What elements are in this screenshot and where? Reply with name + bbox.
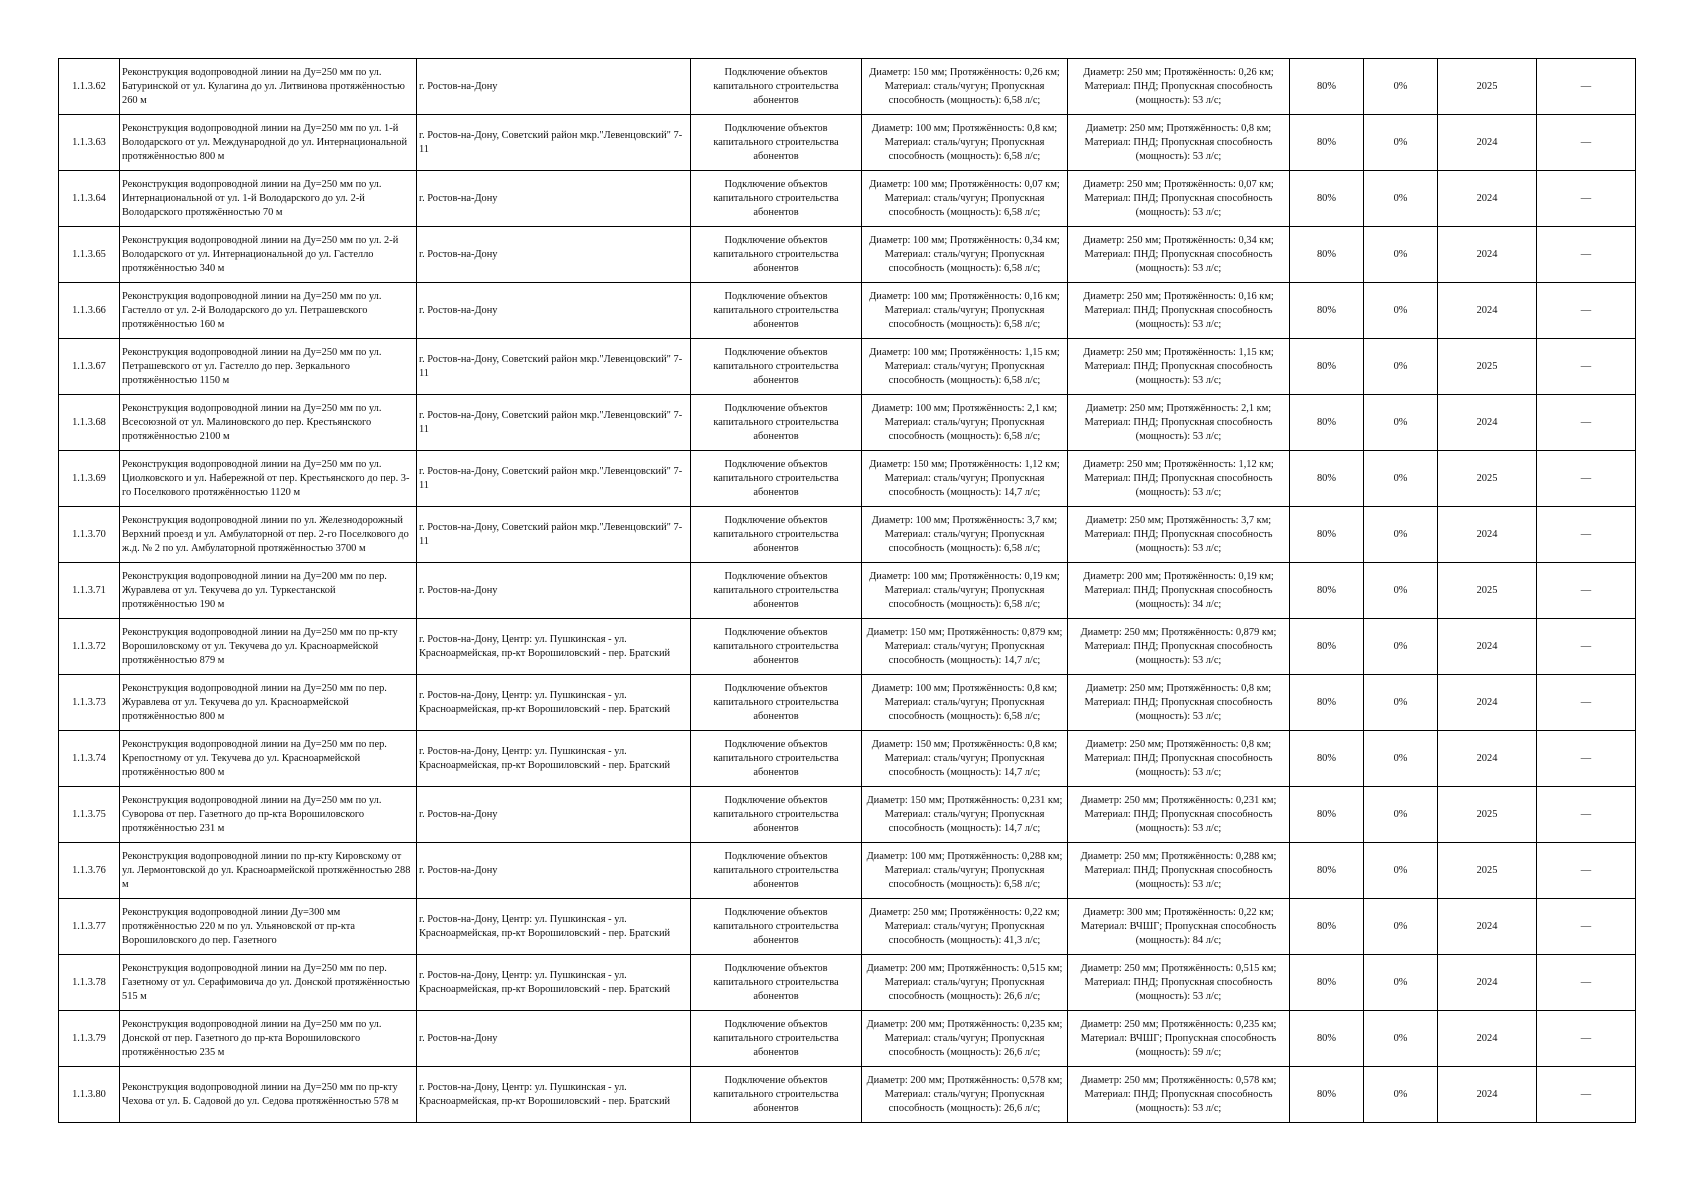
location-cell: г. Ростов-на-Дону, Советский район мкр."Левенцовский" 7-11 [417, 507, 691, 563]
wear-before-cell: 80% [1290, 619, 1364, 675]
purpose-cell: Подключение объектов капитального строительства абонентов [691, 619, 862, 675]
wear-before-cell: 80% [1290, 563, 1364, 619]
note-cell: — [1537, 955, 1636, 1011]
new-parameters-cell: Диаметр: 250 мм; Протяжённость: 1,12 км; Материал: ПНД; Пропускная способность (мощность): 53 л/с; [1068, 451, 1290, 507]
wear-before-cell: 80% [1290, 1011, 1364, 1067]
project-name-cell: Реконструкция водопроводной линии на Ду=250 мм по ул. 1-й Володарского от ул. Международной до ул. Интернациональной протяжённостью 800 м [120, 115, 417, 171]
completion-year-cell: 2024 [1438, 955, 1537, 1011]
completion-year-cell: 2024 [1438, 619, 1537, 675]
wear-after-cell: 0% [1364, 675, 1438, 731]
new-parameters-cell: Диаметр: 250 мм; Протяжённость: 0,26 км; Материал: ПНД; Пропускная способность (мощность): 53 л/с; [1068, 59, 1290, 115]
location-cell: г. Ростов-на-Дону, Центр: ул. Пушкинская - ул. Красноармейская, пр-кт Ворошиловский - пер. Братский [417, 675, 691, 731]
wear-after-cell: 0% [1364, 787, 1438, 843]
current-parameters-cell: Диаметр: 250 мм; Протяжённость: 0,22 км; Материал: сталь/чугун; Пропускная способность (мощность): 41,3 л/с; [862, 899, 1068, 955]
location-cell: г. Ростов-на-Дону, Советский район мкр."Левенцовский" 7-11 [417, 395, 691, 451]
location-cell: г. Ростов-на-Дону, Центр: ул. Пушкинская - ул. Красноармейская, пр-кт Ворошиловский - пер. Братский [417, 1067, 691, 1123]
current-parameters-cell: Диаметр: 100 мм; Протяжённость: 1,15 км; Материал: сталь/чугун; Пропускная способность (мощность): 6,58 л/с; [862, 339, 1068, 395]
wear-after-cell: 0% [1364, 395, 1438, 451]
wear-after-cell: 0% [1364, 451, 1438, 507]
purpose-cell: Подключение объектов капитального строительства абонентов [691, 1067, 862, 1123]
wear-after-cell: 0% [1364, 731, 1438, 787]
row-number-cell: 1.1.3.63 [59, 115, 120, 171]
current-parameters-cell: Диаметр: 100 мм; Протяжённость: 0,19 км; Материал: сталь/чугун; Пропускная способность (мощность): 6,58 л/с; [862, 563, 1068, 619]
table-row [59, 955, 1636, 1011]
purpose-cell: Подключение объектов капитального строительства абонентов [691, 843, 862, 899]
project-name-cell: Реконструкция водопроводной линии на Ду=250 мм по пер. Газетному от ул. Серафимовича до ул. Донской протяжённостью 515 м [120, 955, 417, 1011]
project-name-cell: Реконструкция водопроводной линии на Ду=250 мм по ул. Донской от пер. Газетного до пр-кта Ворошиловского протяжённостью 235 м [120, 1011, 417, 1067]
purpose-cell: Подключение объектов капитального строительства абонентов [691, 451, 862, 507]
row-number-cell: 1.1.3.73 [59, 675, 120, 731]
current-parameters-cell: Диаметр: 200 мм; Протяжённость: 0,515 км; Материал: сталь/чугун; Пропускная способность (мощность): 26,6 л/с; [862, 955, 1068, 1011]
project-name-cell: Реконструкция водопроводной линии на Ду=250 мм по ул. Батуринской от ул. Кулагина до ул. Литвинова протяжённостью 260 м [120, 59, 417, 115]
wear-after-cell: 0% [1364, 619, 1438, 675]
new-parameters-cell: Диаметр: 300 мм; Протяжённость: 0,22 км; Материал: ВЧШГ; Пропускная способность (мощность): 84 л/с; [1068, 899, 1290, 955]
current-parameters-cell: Диаметр: 150 мм; Протяжённость: 0,879 км; Материал: сталь/чугун; Пропускная способность (мощность): 14,7 л/с; [862, 619, 1068, 675]
current-parameters-cell: Диаметр: 100 мм; Протяжённость: 0,16 км; Материал: сталь/чугун; Пропускная способность (мощность): 6,58 л/с; [862, 283, 1068, 339]
project-name-cell: Реконструкция водопроводной линии на Ду=250 мм по ул. Гастелло от ул. 2-й Володарского до ул. Петрашевского протяжённостью 160 м [120, 283, 417, 339]
current-parameters-cell: Диаметр: 150 мм; Протяжённость: 1,12 км; Материал: сталь/чугун; Пропускная способность (мощность): 14,7 л/с; [862, 451, 1068, 507]
row-number-cell: 1.1.3.80 [59, 1067, 120, 1123]
note-cell: — [1537, 283, 1636, 339]
wear-after-cell: 0% [1364, 899, 1438, 955]
location-cell: г. Ростов-на-Дону [417, 843, 691, 899]
location-cell: г. Ростов-на-Дону, Советский район мкр."Левенцовский" 7-11 [417, 451, 691, 507]
note-cell: — [1537, 507, 1636, 563]
current-parameters-cell: Диаметр: 100 мм; Протяжённость: 2,1 км; Материал: сталь/чугун; Пропускная способность (мощность): 6,58 л/с; [862, 395, 1068, 451]
wear-after-cell: 0% [1364, 955, 1438, 1011]
current-parameters-cell: Диаметр: 200 мм; Протяжённость: 0,578 км; Материал: сталь/чугун; Пропускная способность (мощность): 26,6 л/с; [862, 1067, 1068, 1123]
table-row [59, 899, 1636, 955]
note-cell: — [1537, 843, 1636, 899]
note-cell: — [1537, 115, 1636, 171]
location-cell: г. Ростов-на-Дону [417, 1011, 691, 1067]
row-number-cell: 1.1.3.76 [59, 843, 120, 899]
completion-year-cell: 2024 [1438, 227, 1537, 283]
new-parameters-cell: Диаметр: 250 мм; Протяжённость: 0,8 км; Материал: ПНД; Пропускная способность (мощность): 53 л/с; [1068, 115, 1290, 171]
note-cell: — [1537, 899, 1636, 955]
note-cell: — [1537, 395, 1636, 451]
row-number-cell: 1.1.3.66 [59, 283, 120, 339]
row-number-cell: 1.1.3.68 [59, 395, 120, 451]
investment-program-table [58, 58, 1636, 1123]
location-cell: г. Ростов-на-Дону, Советский район мкр."Левенцовский" 7-11 [417, 115, 691, 171]
purpose-cell: Подключение объектов капитального строительства абонентов [691, 507, 862, 563]
purpose-cell: Подключение объектов капитального строительства абонентов [691, 899, 862, 955]
table-row [59, 787, 1636, 843]
row-number-cell: 1.1.3.64 [59, 171, 120, 227]
new-parameters-cell: Диаметр: 250 мм; Протяжённость: 0,288 км; Материал: ПНД; Пропускная способность (мощность): 53 л/с; [1068, 843, 1290, 899]
wear-after-cell: 0% [1364, 1011, 1438, 1067]
wear-before-cell: 80% [1290, 227, 1364, 283]
location-cell: г. Ростов-на-Дону [417, 563, 691, 619]
wear-after-cell: 0% [1364, 59, 1438, 115]
current-parameters-cell: Диаметр: 150 мм; Протяжённость: 0,26 км; Материал: сталь/чугун; Пропускная способность (мощность): 6,58 л/с; [862, 59, 1068, 115]
table-body [59, 59, 1636, 1123]
new-parameters-cell: Диаметр: 250 мм; Протяжённость: 3,7 км; Материал: ПНД; Пропускная способность (мощность): 53 л/с; [1068, 507, 1290, 563]
table-row [59, 227, 1636, 283]
row-number-cell: 1.1.3.74 [59, 731, 120, 787]
current-parameters-cell: Диаметр: 100 мм; Протяжённость: 3,7 км; Материал: сталь/чугун; Пропускная способность (мощность): 6,58 л/с; [862, 507, 1068, 563]
completion-year-cell: 2025 [1438, 787, 1537, 843]
note-cell: — [1537, 731, 1636, 787]
location-cell: г. Ростов-на-Дону, Центр: ул. Пушкинская - ул. Красноармейская, пр-кт Ворошиловский - пер. Братский [417, 899, 691, 955]
location-cell: г. Ростов-на-Дону, Центр: ул. Пушкинская - ул. Красноармейская, пр-кт Ворошиловский - пер. Братский [417, 619, 691, 675]
table-row [59, 1067, 1636, 1123]
current-parameters-cell: Диаметр: 100 мм; Протяжённость: 0,34 км; Материал: сталь/чугун; Пропускная способность (мощность): 6,58 л/с; [862, 227, 1068, 283]
table-row [59, 1011, 1636, 1067]
note-cell: — [1537, 787, 1636, 843]
note-cell: — [1537, 675, 1636, 731]
location-cell: г. Ростов-на-Дону, Советский район мкр."Левенцовский" 7-11 [417, 339, 691, 395]
location-cell: г. Ростов-на-Дону, Центр: ул. Пушкинская - ул. Красноармейская, пр-кт Ворошиловский - пер. Братский [417, 731, 691, 787]
wear-after-cell: 0% [1364, 171, 1438, 227]
note-cell: — [1537, 59, 1636, 115]
wear-before-cell: 80% [1290, 115, 1364, 171]
completion-year-cell: 2024 [1438, 283, 1537, 339]
project-name-cell: Реконструкция водопроводной линии на Ду=250 мм по ул. Всесоюзной от ул. Малиновского до пер. Крестьянского протяжённостью 2100 м [120, 395, 417, 451]
new-parameters-cell: Диаметр: 250 мм; Протяжённость: 0,16 км; Материал: ПНД; Пропускная способность (мощность): 53 л/с; [1068, 283, 1290, 339]
wear-before-cell: 80% [1290, 675, 1364, 731]
wear-before-cell: 80% [1290, 395, 1364, 451]
table-row [59, 619, 1636, 675]
wear-after-cell: 0% [1364, 227, 1438, 283]
note-cell: — [1537, 563, 1636, 619]
row-number-cell: 1.1.3.70 [59, 507, 120, 563]
new-parameters-cell: Диаметр: 250 мм; Протяжённость: 0,231 км; Материал: ПНД; Пропускная способность (мощность): 53 л/с; [1068, 787, 1290, 843]
current-parameters-cell: Диаметр: 100 мм; Протяжённость: 0,288 км; Материал: сталь/чугун; Пропускная способность (мощность): 6,58 л/с; [862, 843, 1068, 899]
purpose-cell: Подключение объектов капитального строительства абонентов [691, 1011, 862, 1067]
current-parameters-cell: Диаметр: 150 мм; Протяжённость: 0,8 км; Материал: сталь/чугун; Пропускная способность (мощность): 14,7 л/с; [862, 731, 1068, 787]
purpose-cell: Подключение объектов капитального строительства абонентов [691, 227, 862, 283]
completion-year-cell: 2025 [1438, 451, 1537, 507]
completion-year-cell: 2024 [1438, 899, 1537, 955]
new-parameters-cell: Диаметр: 250 мм; Протяжённость: 1,15 км; Материал: ПНД; Пропускная способность (мощность): 53 л/с; [1068, 339, 1290, 395]
row-number-cell: 1.1.3.75 [59, 787, 120, 843]
table-row [59, 675, 1636, 731]
completion-year-cell: 2025 [1438, 843, 1537, 899]
project-name-cell: Реконструкция водопроводной линии на Ду=250 мм по ул. Интернациональной от ул. 1-й Володарского до ул. 2-й Володарского протяжённостью 70 м [120, 171, 417, 227]
table-row [59, 731, 1636, 787]
table-row [59, 115, 1636, 171]
project-name-cell: Реконструкция водопроводной линии на Ду=250 мм по ул. Циолковского и ул. Набережной от пер. Крестьянского до пер. 3-го Поселкового протяжённостью 1120 м [120, 451, 417, 507]
table-row [59, 339, 1636, 395]
wear-before-cell: 80% [1290, 451, 1364, 507]
completion-year-cell: 2024 [1438, 115, 1537, 171]
table-row [59, 283, 1636, 339]
current-parameters-cell: Диаметр: 100 мм; Протяжённость: 0,07 км; Материал: сталь/чугун; Пропускная способность (мощность): 6,58 л/с; [862, 171, 1068, 227]
note-cell: — [1537, 1011, 1636, 1067]
wear-after-cell: 0% [1364, 339, 1438, 395]
completion-year-cell: 2025 [1438, 59, 1537, 115]
new-parameters-cell: Диаметр: 250 мм; Протяжённость: 0,8 км; Материал: ПНД; Пропускная способность (мощность): 53 л/с; [1068, 731, 1290, 787]
wear-before-cell: 80% [1290, 731, 1364, 787]
table-row [59, 395, 1636, 451]
completion-year-cell: 2024 [1438, 675, 1537, 731]
table-row [59, 59, 1636, 115]
completion-year-cell: 2024 [1438, 507, 1537, 563]
new-parameters-cell: Диаметр: 250 мм; Протяжённость: 0,235 км; Материал: ВЧШГ; Пропускная способность (мощность): 59 л/с; [1068, 1011, 1290, 1067]
purpose-cell: Подключение объектов капитального строительства абонентов [691, 115, 862, 171]
project-name-cell: Реконструкция водопроводной линии на Ду=250 мм по ул. Суворова от пер. Газетного до пр-кта Ворошиловского протяжённостью 231 м [120, 787, 417, 843]
wear-before-cell: 80% [1290, 843, 1364, 899]
wear-before-cell: 80% [1290, 507, 1364, 563]
location-cell: г. Ростов-на-Дону [417, 283, 691, 339]
purpose-cell: Подключение объектов капитального строительства абонентов [691, 395, 862, 451]
wear-after-cell: 0% [1364, 283, 1438, 339]
wear-before-cell: 80% [1290, 1067, 1364, 1123]
new-parameters-cell: Диаметр: 250 мм; Протяжённость: 0,879 км; Материал: ПНД; Пропускная способность (мощность): 53 л/с; [1068, 619, 1290, 675]
wear-before-cell: 80% [1290, 59, 1364, 115]
current-parameters-cell: Диаметр: 200 мм; Протяжённость: 0,235 км; Материал: сталь/чугун; Пропускная способность (мощность): 26,6 л/с; [862, 1011, 1068, 1067]
current-parameters-cell: Диаметр: 100 мм; Протяжённость: 0,8 км; Материал: сталь/чугун; Пропускная способность (мощность): 6,58 л/с; [862, 115, 1068, 171]
project-name-cell: Реконструкция водопроводной линии на Ду=250 мм по ул. 2-й Володарского от ул. Интернациональной до ул. Гастелло протяжённостью 340 м [120, 227, 417, 283]
row-number-cell: 1.1.3.72 [59, 619, 120, 675]
new-parameters-cell: Диаметр: 250 мм; Протяжённость: 0,8 км; Материал: ПНД; Пропускная способность (мощность): 53 л/с; [1068, 675, 1290, 731]
purpose-cell: Подключение объектов капитального строительства абонентов [691, 955, 862, 1011]
table-row [59, 563, 1636, 619]
location-cell: г. Ростов-на-Дону, Центр: ул. Пушкинская - ул. Красноармейская, пр-кт Ворошиловский - пер. Братский [417, 955, 691, 1011]
note-cell: — [1537, 339, 1636, 395]
note-cell: — [1537, 619, 1636, 675]
new-parameters-cell: Диаметр: 250 мм; Протяжённость: 0,515 км; Материал: ПНД; Пропускная способность (мощность): 53 л/с; [1068, 955, 1290, 1011]
note-cell: — [1537, 171, 1636, 227]
wear-after-cell: 0% [1364, 843, 1438, 899]
project-name-cell: Реконструкция водопроводной линии на Ду=250 мм по пр-кту Ворошиловскому от ул. Текучева до ул. Красноармейской протяжённостью 879 м [120, 619, 417, 675]
new-parameters-cell: Диаметр: 250 мм; Протяжённость: 0,07 км; Материал: ПНД; Пропускная способность (мощность): 53 л/с; [1068, 171, 1290, 227]
project-name-cell: Реконструкция водопроводной линии по ул. Железнодорожный Верхний проезд и ул. Амбулаторной от пер. 2-го Поселкового до ж.д. № 2 по ул. Амбулаторной протяжённостью 3700 м [120, 507, 417, 563]
table-row [59, 171, 1636, 227]
completion-year-cell: 2024 [1438, 171, 1537, 227]
project-name-cell: Реконструкция водопроводной линии по пр-кту Кировскому от ул. Лермонтовской до ул. Красноармейской протяжённостью 288 м [120, 843, 417, 899]
project-name-cell: Реконструкция водопроводной линии Ду=300 мм протяжённостью 220 м по ул. Ульяновской от пр-кта Ворошиловского до пер. Газетного [120, 899, 417, 955]
project-name-cell: Реконструкция водопроводной линии на Ду=250 мм по пер. Журавлева от ул. Текучева до ул. Красноармейской протяжённостью 800 м [120, 675, 417, 731]
location-cell: г. Ростов-на-Дону [417, 59, 691, 115]
row-number-cell: 1.1.3.67 [59, 339, 120, 395]
purpose-cell: Подключение объектов капитального строительства абонентов [691, 59, 862, 115]
current-parameters-cell: Диаметр: 150 мм; Протяжённость: 0,231 км; Материал: сталь/чугун; Пропускная способность (мощность): 14,7 л/с; [862, 787, 1068, 843]
project-name-cell: Реконструкция водопроводной линии на Ду=250 мм по ул. Петрашевского от ул. Гастелло до пер. Зеркального протяжённостью 1150 м [120, 339, 417, 395]
project-name-cell: Реконструкция водопроводной линии на Ду=200 мм по пер. Журавлева от ул. Текучева до ул. Туркестанской протяжённостью 190 м [120, 563, 417, 619]
purpose-cell: Подключение объектов капитального строительства абонентов [691, 339, 862, 395]
row-number-cell: 1.1.3.62 [59, 59, 120, 115]
wear-before-cell: 80% [1290, 283, 1364, 339]
table-row [59, 843, 1636, 899]
new-parameters-cell: Диаметр: 200 мм; Протяжённость: 0,19 км; Материал: ПНД; Пропускная способность (мощность): 34 л/с; [1068, 563, 1290, 619]
completion-year-cell: 2024 [1438, 1011, 1537, 1067]
row-number-cell: 1.1.3.69 [59, 451, 120, 507]
purpose-cell: Подключение объектов капитального строительства абонентов [691, 675, 862, 731]
wear-after-cell: 0% [1364, 1067, 1438, 1123]
note-cell: — [1537, 1067, 1636, 1123]
table-row [59, 507, 1636, 563]
current-parameters-cell: Диаметр: 100 мм; Протяжённость: 0,8 км; Материал: сталь/чугун; Пропускная способность (мощность): 6,58 л/с; [862, 675, 1068, 731]
purpose-cell: Подключение объектов капитального строительства абонентов [691, 731, 862, 787]
wear-before-cell: 80% [1290, 899, 1364, 955]
new-parameters-cell: Диаметр: 250 мм; Протяжённость: 0,578 км; Материал: ПНД; Пропускная способность (мощность): 53 л/с; [1068, 1067, 1290, 1123]
wear-after-cell: 0% [1364, 563, 1438, 619]
wear-before-cell: 80% [1290, 171, 1364, 227]
row-number-cell: 1.1.3.78 [59, 955, 120, 1011]
location-cell: г. Ростов-на-Дону [417, 787, 691, 843]
wear-before-cell: 80% [1290, 339, 1364, 395]
row-number-cell: 1.1.3.77 [59, 899, 120, 955]
completion-year-cell: 2025 [1438, 339, 1537, 395]
note-cell: — [1537, 451, 1636, 507]
table-row [59, 451, 1636, 507]
completion-year-cell: 2024 [1438, 1067, 1537, 1123]
note-cell: — [1537, 227, 1636, 283]
wear-after-cell: 0% [1364, 507, 1438, 563]
project-name-cell: Реконструкция водопроводной линии на Ду=250 мм по пр-кту Чехова от ул. Б. Садовой до ул. Седова протяжённостью 578 м [120, 1067, 417, 1123]
completion-year-cell: 2025 [1438, 563, 1537, 619]
wear-after-cell: 0% [1364, 115, 1438, 171]
purpose-cell: Подключение объектов капитального строительства абонентов [691, 787, 862, 843]
purpose-cell: Подключение объектов капитального строительства абонентов [691, 563, 862, 619]
project-name-cell: Реконструкция водопроводной линии на Ду=250 мм по пер. Крепостному от ул. Текучева до ул. Красноармейской протяжённостью 800 м [120, 731, 417, 787]
location-cell: г. Ростов-на-Дону [417, 171, 691, 227]
purpose-cell: Подключение объектов капитального строительства абонентов [691, 171, 862, 227]
row-number-cell: 1.1.3.65 [59, 227, 120, 283]
location-cell: г. Ростов-на-Дону [417, 227, 691, 283]
completion-year-cell: 2024 [1438, 731, 1537, 787]
wear-before-cell: 80% [1290, 955, 1364, 1011]
row-number-cell: 1.1.3.71 [59, 563, 120, 619]
wear-before-cell: 80% [1290, 787, 1364, 843]
row-number-cell: 1.1.3.79 [59, 1011, 120, 1067]
new-parameters-cell: Диаметр: 250 мм; Протяжённость: 0,34 км; Материал: ПНД; Пропускная способность (мощность): 53 л/с; [1068, 227, 1290, 283]
new-parameters-cell: Диаметр: 250 мм; Протяжённость: 2,1 км; Материал: ПНД; Пропускная способность (мощность): 53 л/с; [1068, 395, 1290, 451]
completion-year-cell: 2024 [1438, 395, 1537, 451]
purpose-cell: Подключение объектов капитального строительства абонентов [691, 283, 862, 339]
